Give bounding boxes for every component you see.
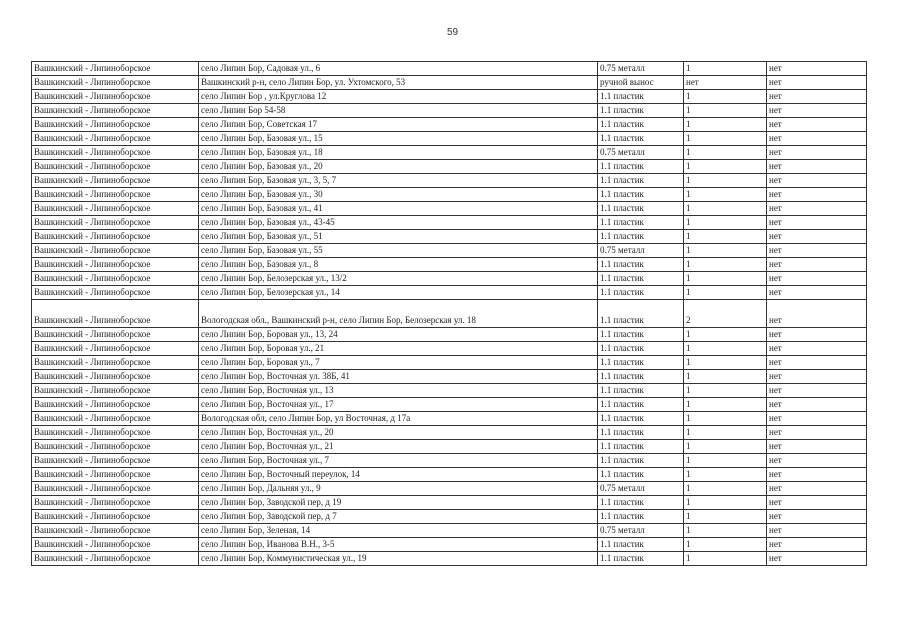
district-cell: Вашкинский - Липиноборское bbox=[32, 482, 199, 496]
table-row bbox=[32, 174, 867, 188]
table-row bbox=[32, 552, 867, 566]
district-cell: Вашкинский - Липиноборское bbox=[32, 300, 199, 328]
table-row bbox=[32, 300, 867, 328]
table-row bbox=[32, 524, 867, 538]
flag-cell: нет bbox=[767, 328, 867, 342]
address-cell: Вологодская обл., Вашкинский р-н, село Липин Бор, Белозерская ул. 18 bbox=[199, 300, 598, 328]
count-cell: 1 bbox=[684, 104, 767, 118]
container-type-cell: 1.1 пластик bbox=[598, 286, 684, 300]
district-cell: Вашкинский - Липиноборское bbox=[32, 454, 199, 468]
table-row bbox=[32, 188, 867, 202]
container-type-cell: 0.75 металл bbox=[598, 62, 684, 76]
address-cell: село Липин Бор, Зеленая, 14 bbox=[199, 524, 598, 538]
table-row bbox=[32, 258, 867, 272]
district-cell: Вашкинский - Липиноборское bbox=[32, 342, 199, 356]
container-type-cell: 1.1 пластик bbox=[598, 426, 684, 440]
table-row bbox=[32, 510, 867, 524]
table-row bbox=[32, 230, 867, 244]
container-type-cell: 1.1 пластик bbox=[598, 538, 684, 552]
container-type-cell: 1.1 пластик bbox=[598, 370, 684, 384]
container-type-cell: 1.1 пластик bbox=[598, 118, 684, 132]
district-cell: Вашкинский - Липиноборское bbox=[32, 356, 199, 370]
flag-cell: нет bbox=[767, 384, 867, 398]
count-cell: 1 bbox=[684, 174, 767, 188]
container-type-cell: 1.1 пластик bbox=[598, 510, 684, 524]
district-cell: Вашкинский - Липиноборское bbox=[32, 174, 199, 188]
address-cell: село Липин Бор, Восточная ул., 13 bbox=[199, 384, 598, 398]
district-cell: Вашкинский - Липиноборское bbox=[32, 328, 199, 342]
table-row bbox=[32, 440, 867, 454]
address-cell: село Липин Бор, Белозерская ул., 13/2 bbox=[199, 272, 598, 286]
page-number: 59 bbox=[446, 27, 459, 38]
container-type-cell: 1.1 пластик bbox=[598, 496, 684, 510]
address-cell: село Липин Бор, Заводской пер, д 7 bbox=[199, 510, 598, 524]
container-type-cell: 0.75 металл bbox=[598, 244, 684, 258]
table-row bbox=[32, 482, 867, 496]
flag-cell: нет bbox=[767, 202, 867, 216]
count-cell: 1 bbox=[684, 188, 767, 202]
count-cell: 1 bbox=[684, 552, 767, 566]
table-row bbox=[32, 286, 867, 300]
count-cell: 1 bbox=[684, 342, 767, 356]
district-cell: Вашкинский - Липиноборское bbox=[32, 552, 199, 566]
district-cell: Вашкинский - Липиноборское bbox=[32, 146, 199, 160]
table-row bbox=[32, 216, 867, 230]
table-row bbox=[32, 272, 867, 286]
count-cell: 1 bbox=[684, 62, 767, 76]
address-cell: село Липин Бор 54-58 bbox=[199, 104, 598, 118]
district-cell: Вашкинский - Липиноборское bbox=[32, 370, 199, 384]
district-cell: Вашкинский - Липиноборское bbox=[32, 216, 199, 230]
flag-cell: нет bbox=[767, 76, 867, 90]
flag-cell: нет bbox=[767, 538, 867, 552]
table-row bbox=[32, 132, 867, 146]
flag-cell: нет bbox=[767, 216, 867, 230]
flag-cell: нет bbox=[767, 104, 867, 118]
container-type-cell: 1.1 пластик bbox=[598, 230, 684, 244]
flag-cell: нет bbox=[767, 370, 867, 384]
container-type-cell: 1.1 пластик bbox=[598, 104, 684, 118]
table-row bbox=[32, 76, 867, 90]
district-cell: Вашкинский - Липиноборское bbox=[32, 286, 199, 300]
container-type-cell: 1.1 пластик bbox=[598, 188, 684, 202]
address-cell: село Липин Бор, Базовая ул., 8 bbox=[199, 258, 598, 272]
container-type-cell: 1.1 пластик bbox=[598, 468, 684, 482]
district-cell: Вашкинский - Липиноборское bbox=[32, 118, 199, 132]
table-row bbox=[32, 468, 867, 482]
container-type-cell: 1.1 пластик bbox=[598, 258, 684, 272]
table-row bbox=[32, 90, 867, 104]
table-row bbox=[32, 62, 867, 76]
address-cell: село Липин Бор, Базовая ул., 3, 5, 7 bbox=[199, 174, 598, 188]
address-cell: село Липин Бор, Восточная ул., 7 bbox=[199, 454, 598, 468]
district-cell: Вашкинский - Липиноборское bbox=[32, 468, 199, 482]
district-cell: Вашкинский - Липиноборское bbox=[32, 412, 199, 426]
address-cell: село Липин Бор, Базовая ул., 51 bbox=[199, 230, 598, 244]
address-cell: село Липин Бор, Боровая ул., 21 bbox=[199, 342, 598, 356]
address-cell: село Липин Бор, Дальняя ул., 9 bbox=[199, 482, 598, 496]
table-row bbox=[32, 342, 867, 356]
container-type-cell: 1.1 пластик bbox=[598, 272, 684, 286]
count-cell: 1 bbox=[684, 412, 767, 426]
container-type-cell: 1.1 пластик bbox=[598, 90, 684, 104]
address-cell: село Липин Бор, Коммунистическая ул., 19 bbox=[199, 552, 598, 566]
address-cell: село Липин Бор, Базовая ул., 18 bbox=[199, 146, 598, 160]
table-row bbox=[32, 370, 867, 384]
flag-cell: нет bbox=[767, 342, 867, 356]
district-cell: Вашкинский - Липиноборское bbox=[32, 188, 199, 202]
district-cell: Вашкинский - Липиноборское bbox=[32, 230, 199, 244]
address-cell: село Липин Бор, Иванова В.Н., 3-5 bbox=[199, 538, 598, 552]
flag-cell: нет bbox=[767, 160, 867, 174]
address-cell: Вологодская обл, село Липин Бор, ул Восточная, д 17а bbox=[199, 412, 598, 426]
container-type-cell: 1.1 пластик bbox=[598, 202, 684, 216]
flag-cell: нет bbox=[767, 524, 867, 538]
flag-cell: нет bbox=[767, 496, 867, 510]
flag-cell: нет bbox=[767, 272, 867, 286]
flag-cell: нет bbox=[767, 468, 867, 482]
address-cell: село Липин Бор, Восточная ул. 38Б, 41 bbox=[199, 370, 598, 384]
flag-cell: нет bbox=[767, 62, 867, 76]
district-cell: Вашкинский - Липиноборское bbox=[32, 398, 199, 412]
count-cell: 1 bbox=[684, 90, 767, 104]
flag-cell: нет bbox=[767, 412, 867, 426]
count-cell: 1 bbox=[684, 482, 767, 496]
flag-cell: нет bbox=[767, 398, 867, 412]
district-cell: Вашкинский - Липиноборское bbox=[32, 202, 199, 216]
flag-cell: нет bbox=[767, 552, 867, 566]
address-cell: село Липин Бор, Белозерская ул., 14 bbox=[199, 286, 598, 300]
count-cell: 1 bbox=[684, 132, 767, 146]
flag-cell: нет bbox=[767, 118, 867, 132]
district-cell: Вашкинский - Липиноборское bbox=[32, 258, 199, 272]
district-cell: Вашкинский - Липиноборское bbox=[32, 440, 199, 454]
address-cell: село Липин Бор, Восточная ул., 20 bbox=[199, 426, 598, 440]
table-row bbox=[32, 496, 867, 510]
district-cell: Вашкинский - Липиноборское bbox=[32, 132, 199, 146]
table-row bbox=[32, 328, 867, 342]
table-row bbox=[32, 538, 867, 552]
address-cell: село Липин Бор, Базовая ул., 55 bbox=[199, 244, 598, 258]
count-cell: 1 bbox=[684, 398, 767, 412]
container-type-cell: 1.1 пластик bbox=[598, 216, 684, 230]
district-cell: Вашкинский - Липиноборское bbox=[32, 496, 199, 510]
container-type-cell: 1.1 пластик bbox=[598, 398, 684, 412]
flag-cell: нет bbox=[767, 426, 867, 440]
address-cell: село Липин Бор, Базовая ул., 20 bbox=[199, 160, 598, 174]
table-body bbox=[32, 62, 867, 566]
container-type-cell: 0.75 металл bbox=[598, 146, 684, 160]
table-row bbox=[32, 454, 867, 468]
flag-cell: нет bbox=[767, 454, 867, 468]
flag-cell: нет bbox=[767, 286, 867, 300]
count-cell: 1 bbox=[684, 538, 767, 552]
container-type-cell: 1.1 пластик bbox=[598, 300, 684, 328]
container-type-cell: 1.1 пластик bbox=[598, 356, 684, 370]
table-row bbox=[32, 104, 867, 118]
district-cell: Вашкинский - Липиноборское bbox=[32, 384, 199, 398]
flag-cell: нет bbox=[767, 146, 867, 160]
district-cell: Вашкинский - Липиноборское bbox=[32, 510, 199, 524]
table-row bbox=[32, 202, 867, 216]
table-row bbox=[32, 426, 867, 440]
count-cell: 1 bbox=[684, 356, 767, 370]
address-cell: село Липин Бор, Восточный переулок, 14 bbox=[199, 468, 598, 482]
table-row bbox=[32, 244, 867, 258]
count-cell: 1 bbox=[684, 244, 767, 258]
flag-cell: нет bbox=[767, 188, 867, 202]
address-cell: село Липин Бор, Советская 17 bbox=[199, 118, 598, 132]
district-cell: Вашкинский - Липиноборское bbox=[32, 272, 199, 286]
container-type-cell: 1.1 пластик bbox=[598, 328, 684, 342]
count-cell: 1 bbox=[684, 118, 767, 132]
flag-cell: нет bbox=[767, 482, 867, 496]
container-type-cell: 1.1 пластик bbox=[598, 454, 684, 468]
data-table bbox=[31, 61, 867, 566]
address-cell: село Липин Бор, Базовая ул., 15 bbox=[199, 132, 598, 146]
count-cell: 1 bbox=[684, 230, 767, 244]
flag-cell: нет bbox=[767, 300, 867, 328]
table-row bbox=[32, 412, 867, 426]
count-cell: 1 bbox=[684, 510, 767, 524]
flag-cell: нет bbox=[767, 510, 867, 524]
count-cell: 1 bbox=[684, 202, 767, 216]
count-cell: 1 bbox=[684, 216, 767, 230]
address-cell: село Липин Бор, Восточная ул., 17 bbox=[199, 398, 598, 412]
address-cell: село Липин Бор , ул.Круглова 12 bbox=[199, 90, 598, 104]
district-cell: Вашкинский - Липиноборское bbox=[32, 90, 199, 104]
container-type-cell: 1.1 пластик bbox=[598, 342, 684, 356]
container-type-cell: 1.1 пластик bbox=[598, 412, 684, 426]
table-row bbox=[32, 146, 867, 160]
flag-cell: нет bbox=[767, 132, 867, 146]
address-cell: село Липин Бор, Базовая ул., 30 bbox=[199, 188, 598, 202]
district-cell: Вашкинский - Липиноборское bbox=[32, 244, 199, 258]
count-cell: 1 bbox=[684, 440, 767, 454]
container-type-cell: 0.75 металл bbox=[598, 524, 684, 538]
address-cell: село Липин Бор, Боровая ул., 13, 24 bbox=[199, 328, 598, 342]
flag-cell: нет bbox=[767, 244, 867, 258]
address-cell: село Липин Бор, Базовая ул., 43-45 bbox=[199, 216, 598, 230]
container-type-cell: 1.1 пластик bbox=[598, 160, 684, 174]
count-cell: 1 bbox=[684, 468, 767, 482]
count-cell: 2 bbox=[684, 300, 767, 328]
flag-cell: нет bbox=[767, 440, 867, 454]
count-cell: 1 bbox=[684, 524, 767, 538]
district-cell: Вашкинский - Липиноборское bbox=[32, 160, 199, 174]
district-cell: Вашкинский - Липиноборское bbox=[32, 62, 199, 76]
district-cell: Вашкинский - Липиноборское bbox=[32, 538, 199, 552]
table-row bbox=[32, 356, 867, 370]
address-cell: село Липин Бор, Садовая ул., 6 bbox=[199, 62, 598, 76]
container-type-cell: 1.1 пластик bbox=[598, 132, 684, 146]
count-cell: 1 bbox=[684, 272, 767, 286]
district-cell: Вашкинский - Липиноборское bbox=[32, 426, 199, 440]
flag-cell: нет bbox=[767, 230, 867, 244]
table-row bbox=[32, 384, 867, 398]
district-cell: Вашкинский - Липиноборское bbox=[32, 76, 199, 90]
container-type-cell: 1.1 пластик bbox=[598, 440, 684, 454]
table-row bbox=[32, 118, 867, 132]
address-cell: село Липин Бор, Восточная ул., 21 bbox=[199, 440, 598, 454]
count-cell: 1 bbox=[684, 258, 767, 272]
count-cell: 1 bbox=[684, 370, 767, 384]
district-cell: Вашкинский - Липиноборское bbox=[32, 524, 199, 538]
district-cell: Вашкинский - Липиноборское bbox=[32, 104, 199, 118]
count-cell: 1 bbox=[684, 286, 767, 300]
address-cell: село Липин Бор, Базовая ул., 41 bbox=[199, 202, 598, 216]
flag-cell: нет bbox=[767, 90, 867, 104]
count-cell: нет bbox=[684, 76, 767, 90]
count-cell: 1 bbox=[684, 454, 767, 468]
address-cell: село Липин Бор, Заводской пер, д 19 bbox=[199, 496, 598, 510]
table-row bbox=[32, 160, 867, 174]
count-cell: 1 bbox=[684, 328, 767, 342]
container-type-cell: 0.75 металл bbox=[598, 482, 684, 496]
count-cell: 1 bbox=[684, 426, 767, 440]
container-type-cell: 1.1 пластик bbox=[598, 552, 684, 566]
flag-cell: нет bbox=[767, 258, 867, 272]
address-cell: село Липин Бор, Боровая ул., 7 bbox=[199, 356, 598, 370]
count-cell: 1 bbox=[684, 146, 767, 160]
flag-cell: нет bbox=[767, 174, 867, 188]
container-type-cell: 1.1 пластик bbox=[598, 174, 684, 188]
address-cell: Вашкинский р-н, село Липин Бор, ул. Ухтомского, 53 bbox=[199, 76, 598, 90]
count-cell: 1 bbox=[684, 384, 767, 398]
container-type-cell: 1.1 пластик bbox=[598, 384, 684, 398]
flag-cell: нет bbox=[767, 356, 867, 370]
count-cell: 1 bbox=[684, 160, 767, 174]
container-type-cell: ручной вынос bbox=[598, 76, 684, 90]
count-cell: 1 bbox=[684, 496, 767, 510]
table-row bbox=[32, 398, 867, 412]
